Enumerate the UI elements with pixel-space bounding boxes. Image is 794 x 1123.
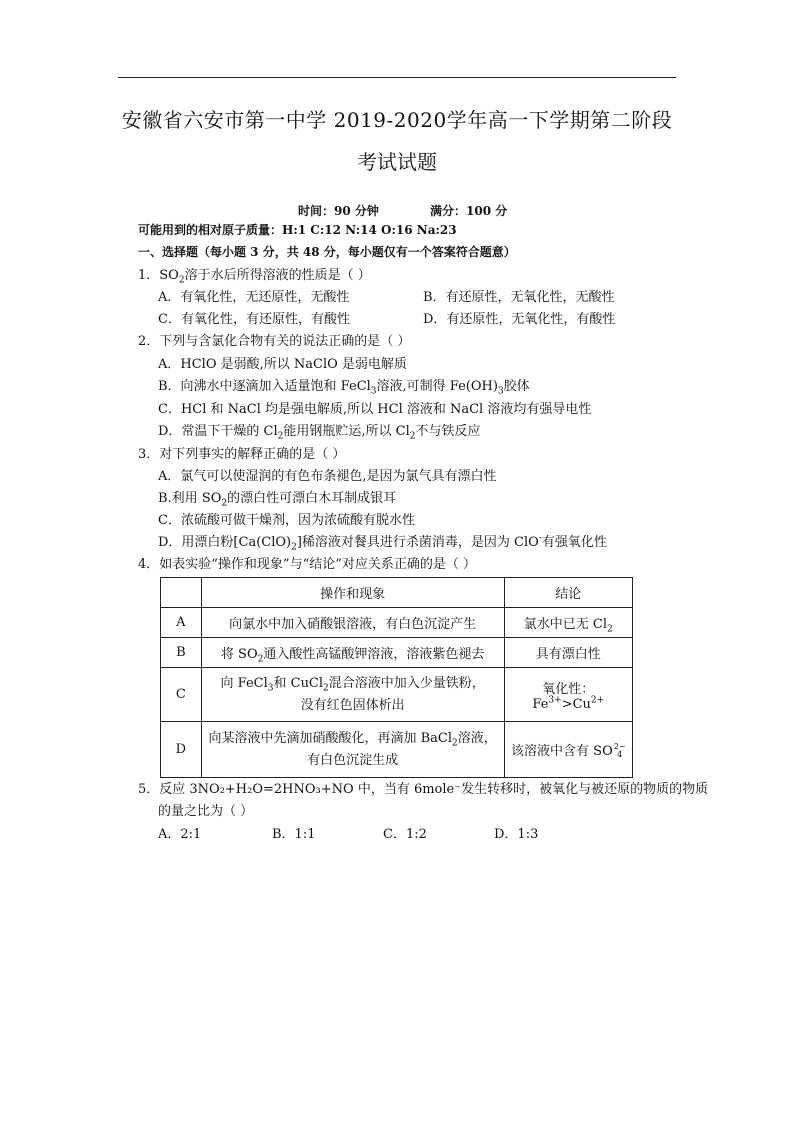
header-rule xyxy=(118,77,676,78)
q5-option-a: A．2:1 xyxy=(158,827,202,842)
table-header-conclusion: 结论 xyxy=(504,578,632,608)
row-label: B xyxy=(161,638,202,668)
question-5-stem-line1: 5．反应 3NO₂+H₂O=2HNO₃+NO 中，当有 6mole⁻发生转移时，被氧化与被还原的物质的物质 xyxy=(138,782,709,797)
row-label: A xyxy=(161,608,202,638)
q1-option-a: A．有氧化性，无还原性，无酸性 xyxy=(158,290,350,305)
table-row xyxy=(161,722,633,778)
row-operation: 向氯水中加入硝酸银溶液，有白色沉淀产生 xyxy=(201,608,504,638)
question-3-stem: 3．对下列事实的解释正确的是（ ） xyxy=(138,447,346,462)
q1-option-b: B．有还原性，无氧化性，无酸性 xyxy=(423,290,615,305)
row-operation: 向某溶液中先滴加硝酸酸化，再滴加 BaCl$_2$溶液， 有白色沉淀生成 xyxy=(201,722,504,778)
table-row xyxy=(161,638,633,668)
exam-title: 安徽省六安市第一中学 2019-2020学年高一下学期第二阶段 xyxy=(121,108,673,132)
table-row xyxy=(161,668,633,722)
table-header-empty xyxy=(161,578,202,608)
q3-option-b: B.利用 $SO_2$的漂白性可漂白木耳制成银耳 xyxy=(158,491,397,509)
table-header-operation: 操作和现象 xyxy=(201,578,504,608)
question-5-stem-line2: 的量之比为（ ） xyxy=(158,804,254,819)
q1-option-d: D．有还原性，无氧化性，有酸性 xyxy=(423,312,616,327)
question-4-stem: 4．如表实验“操作和现象”与“结论”对应关系正确的是（ ） xyxy=(138,557,476,572)
q1-option-c: C．有氧化性，有还原性，有酸性 xyxy=(158,312,350,327)
exam-score: 满分：100 分 xyxy=(430,204,508,218)
q2-option-c: C．HCl 和 NaCl 均是强电解质,所以 HCl 溶液和 NaCl 溶液均有强导电性 xyxy=(158,402,592,417)
q3-option-a: A．氯气可以使湿润的有色布条褪色,是因为氯气具有漂白性 xyxy=(158,469,497,484)
row-conclusion: 氯水中已无 $Cl_2$ xyxy=(504,608,632,638)
q5-option-d: D．1:3 xyxy=(494,827,539,842)
q3-option-c: C．浓硫酸可做干燥剂，因为浓硫酸有脱水性 xyxy=(158,513,415,528)
question-2-stem: 2．下列与含氯化合物有关的说法正确的是（ ） xyxy=(138,334,411,349)
row-label: D xyxy=(161,722,202,778)
row-conclusion: 具有漂白性 xyxy=(504,638,632,668)
atomic-masses: 可能用到的相对原子质量：H:1 C:12 N:14 O:16 Na:23 xyxy=(138,223,457,237)
exam-time: 时间：90 分钟 xyxy=(298,204,379,218)
row-conclusion: 该溶液中含有 SO 2− 4 xyxy=(504,722,632,778)
q5-option-c: C．1:2 xyxy=(383,827,427,842)
row-operation: 向 FeCl$_3$和 CuCl$_2$混合溶液中加入少量铁粉， 没有红色固体析出 xyxy=(201,668,504,722)
table-row xyxy=(161,608,633,638)
q5-option-b: B．1:1 xyxy=(272,827,316,842)
q2-option-b: B．向沸水中逐滴加入适量饱和 FeCl$_3$溶液,可制得 $Fe(OH)_3$胶体 xyxy=(158,379,530,397)
row-operation: 将 $SO_2$通入酸性高锰酸钾溶液，溶液紫色褪去 xyxy=(201,638,504,668)
question-1-stem: 1．$SO_2$溶于水后所得溶液的性质是（ ） xyxy=(138,268,371,286)
q3-option-d: D．用漂白粉$[Ca(ClO)_2]$稀溶液对餐具进行杀菌消毒，是因为 ClO-有强氧化性 xyxy=(158,533,607,553)
row-label: C xyxy=(161,668,202,722)
q2-option-d: D．常温下干燥的 $Cl_2$能用钢瓶贮运,所以 $Cl_2$不与铁反应 xyxy=(158,424,481,442)
experiment-table xyxy=(160,577,633,778)
q2-option-a: A．HClO 是弱酸,所以 NaClO 是弱电解质 xyxy=(158,357,407,372)
row-conclusion: 氧化性：$Fe^{3+}>Cu^{2+}$ xyxy=(504,668,632,722)
section-heading: 一、选择题（每小题 3 分，共 48 分，每小题仅有一个答案符合题意） xyxy=(138,245,516,259)
exam-subtitle: 考试试题 xyxy=(357,150,437,174)
table-header-row xyxy=(161,578,633,608)
